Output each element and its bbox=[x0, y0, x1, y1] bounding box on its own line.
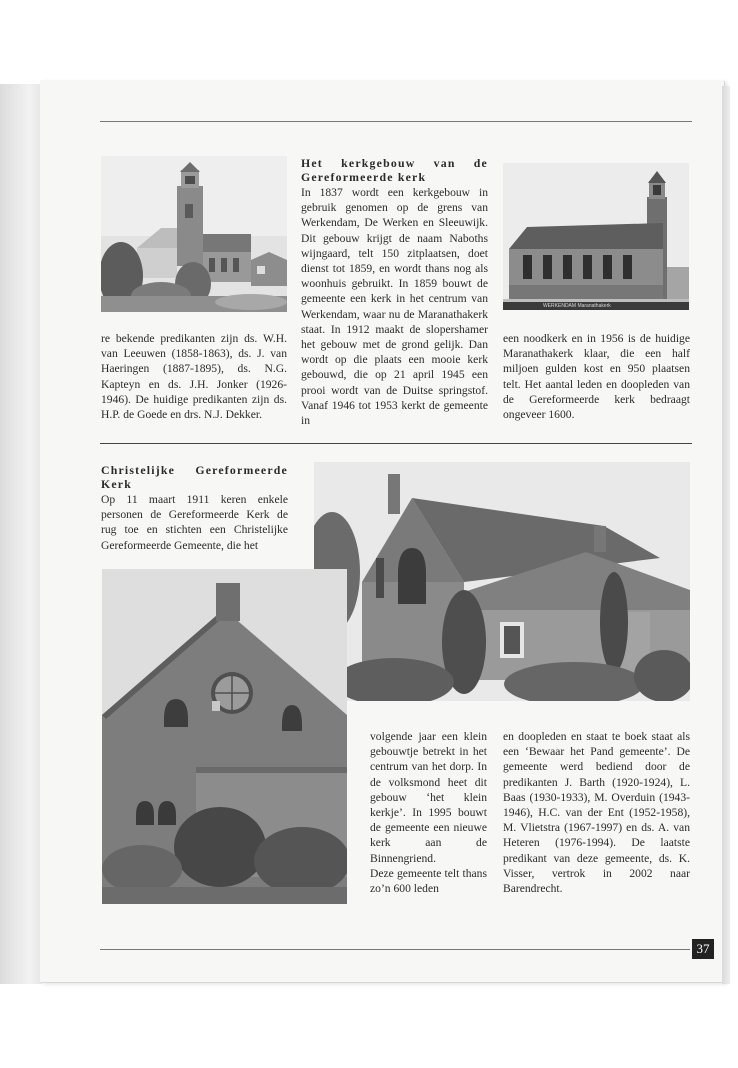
noodkerk-paragraph: een noodkerk en in 1956 is de huidige Maranathakerk klaar, die een half miljoen gulden kost en 950 plaatsen telt. Het aantal leden en doopleden van de Gereformeerde kerk bedraagt ongeveer 1600. bbox=[503, 332, 690, 422]
kerkgebouw-paragraph: In 1837 wordt een kerkgebouw in gebruik genomen op de grens van Werkendam, De Werken en Sleeuwijk. Dit gebouw krijgt de naam Naboths wijngaard, telt 150 zitplaatsen, doet dienst tot 1859, en wordt thans nog als woonhuis gebruikt. In 1859 bouwt de gemeente een kerk in het centrum van Werkendam, waar nu de Maranathakerk staat. In 1912 maakt de slopershamer het gebouw met de grond gelijk. Dan wordt op die plaats een mooie kerk gebouwd, die op 21 april 1945 een prooi wordt van de Duitse springstof. Vanaf 1946 tot 1953 kerkt de gemeente in bbox=[301, 186, 488, 428]
predikanten-paragraph: re bekende predikanten zijn ds. W.H. van Leeuwen (1858-1863), ds. J. van Haeringen (1887-1895), ds. N.G. Kapteyn en ds. J.H. Jonker (1926-1946). De huidige predikanten zijn ds. H.P. de Goede en drs. N.J. Dekker. bbox=[101, 332, 287, 422]
kerkje-column bbox=[370, 729, 487, 896]
christelijke-heading: Christelijke Gereformeerde Kerk bbox=[101, 463, 288, 491]
maranathakerk-illustration bbox=[503, 163, 689, 310]
christelijke-column bbox=[101, 463, 288, 553]
church-front-illustration bbox=[102, 569, 347, 904]
predikanten-cgk-column bbox=[503, 729, 690, 896]
kerkje-paragraph-2: Deze gemeente telt thans zo’n 600 leden bbox=[370, 866, 487, 896]
bottom-rule bbox=[100, 949, 690, 950]
kerkgebouw-column bbox=[301, 156, 488, 428]
church-tower-illustration bbox=[101, 156, 287, 312]
page-number: 37 bbox=[692, 939, 714, 959]
brick-church-front-photo bbox=[102, 569, 347, 904]
section-divider bbox=[100, 443, 692, 444]
brick-church-illustration bbox=[314, 462, 690, 701]
church-with-tower-photo bbox=[503, 163, 689, 310]
noodkerk-text bbox=[503, 331, 690, 422]
predikanten-cgk-paragraph: en doopleden en staat te boek staat als een ‘Bewaar het Pand gemeente’. De gemeente werd bediend door de predikanten J. Barth (1920-1924), L. Baas (1930-1933), M. Overduin (1943-1946), H.C. van der Ent (1952-1958), M. Vlietstra (1967-1997) en ds. A. van Heteren (1976-1994). De laatste predikant van deze gemeente, ds. K. Visser, vertrok in 2002 naar Barendrecht. bbox=[503, 730, 690, 896]
page-left-edge bbox=[0, 84, 42, 984]
kerkgebouw-heading: Het kerkgebouw van de Gereformeerde kerk bbox=[301, 156, 488, 184]
predikanten-text bbox=[101, 331, 287, 422]
photo-caption-strip: WERKENDAM Maranathakerk bbox=[503, 302, 689, 310]
kerkje-paragraph-1: volgende jaar een klein gebouwtje betrekt in het centrum van het dorp. In de volksmond heet dit gebouw ‘het klein kerkje’. In 1995 bouwt de gemeente een nieuwe kerk aan de Binnengriend. bbox=[370, 730, 487, 865]
page-right-edge bbox=[722, 86, 730, 984]
brick-church-gables-photo bbox=[314, 462, 690, 701]
top-rule bbox=[100, 121, 692, 122]
church-tower-photo bbox=[101, 156, 287, 312]
christelijke-intro: Op 11 maart 1911 keren enkele personen de Gereformeerde Kerk de rug toe en stichten een Christelijke Gereformeerde Gemeente, die het bbox=[101, 493, 288, 552]
